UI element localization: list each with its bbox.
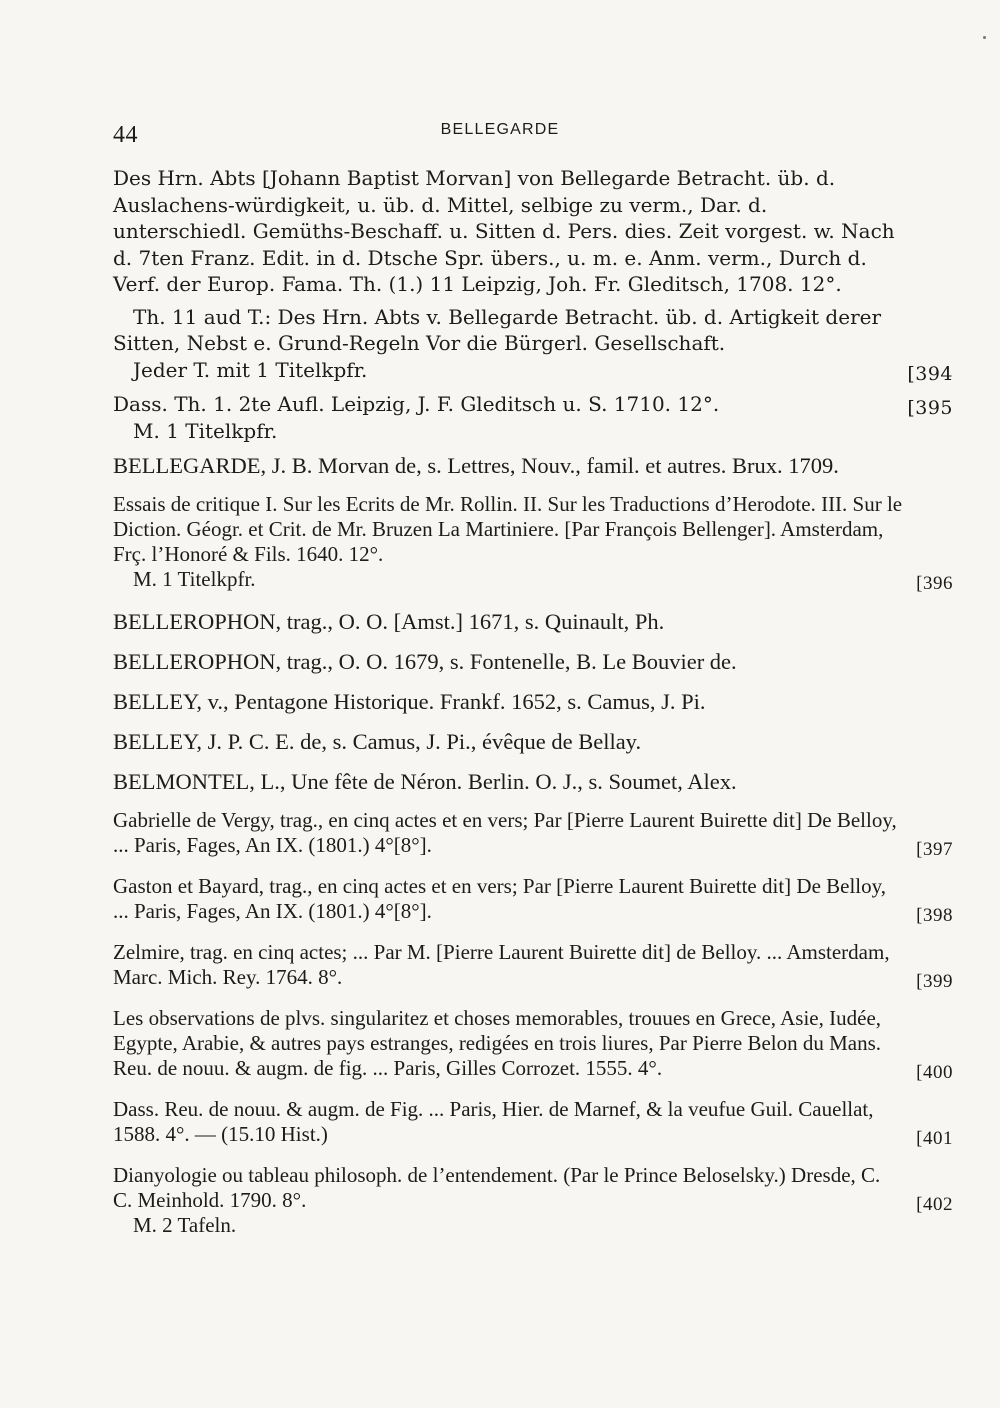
cross-reference-entry — [113, 688, 953, 716]
entry-note: M. 1 Titelkpfr. — [133, 418, 278, 443]
entry-text: Essais de critique I. Sur les Ecrits de Mr. Rollin. II. Sur les Traductions d’Herodote. III. Sur le Diction. Géogr. et Crit. de Mr. Bruzen La Martiniere. [Par François Bellenger]. Amsterdam, Frç. l’Honoré & Fils. 1640. 12°. — [113, 492, 903, 566]
entry-text: Zelmire, trag. en cinq actes; ... Par M. [Pierre Laurent Buirette dit] de Belloy. ... Amsterdam, Marc. Mich. Rey. 1764. 8°. — [113, 940, 890, 989]
entry-note: Jeder T. mit 1 Titelkpfr. — [133, 357, 368, 382]
cross-reference-entry — [113, 768, 953, 796]
entry-text: BELLEY, v., Pentagone Historique. Frankf. 1652, s. Camus, J. Pi. — [113, 689, 706, 714]
entry-text: Dass. Th. 1. 2te Aufl. Leipzig, J. F. Gleditsch u. S. 1710. 12°. — [113, 392, 720, 416]
bibliography-entry — [113, 304, 953, 384]
ink-speck — [983, 36, 986, 39]
entry-row — [113, 808, 953, 858]
entry-text: Dianyologie ou tableau philosoph. de l’entendement. (Par le Prince Beloselsky.) Dresde, C. C. Meinhold. 1790. 8°. — [113, 1163, 881, 1212]
entry-row — [113, 1163, 953, 1213]
entry-text: BELLEROPHON, trag., O. O. 1679, s. Fontenelle, B. Le Bouvier de. — [113, 649, 737, 674]
bibliography-entry — [113, 1006, 953, 1081]
entry-text: Th. 11 aud T.: Des Hrn. Abts v. Bellegarde Betracht. üb. d. Artigkeit derer Sitten, Nebst e. Grund-Regeln Vor die Bürgerl. Gesellschaft. — [113, 304, 882, 355]
entry-number: [395 — [907, 397, 953, 419]
cross-reference-entry — [113, 452, 953, 480]
entry-text: BELLEY, J. P. C. E. de, s. Camus, J. Pi., évêque de Bellay. — [113, 729, 642, 754]
entry-text: Gabrielle de Vergy, trag., en cinq actes et en vers; Par [Pierre Laurent Buirette dit] De Belloy, ... Paris, Fages, An IX. (1801.) 4°[8°]. — [113, 808, 897, 857]
entry-row — [113, 1097, 953, 1147]
cross-reference-entry — [113, 728, 953, 756]
entry-text: Des Hrn. Abts [Johann Baptist Morvan] von Bellegarde Betracht. üb. d. Auslachens-würdigkeit, u. üb. d. Mittel, selbige zu verm., Dar. d. unterschiedl. Gemüths-Beschaff. u. Sitten d. Pers. dies. Zeit vorgest. w. Nach d. 7ten Franz. Edit. in d. Dtsche Spr. übers., u. m. e. Anm. verm., Durch d. Verf. der Europ. Fama. Th. (1.) 11 Leipzig, Joh. Fr. Gleditsch, 1708. 12°. — [113, 166, 895, 296]
entry-row — [113, 874, 953, 924]
bibliography-entries — [113, 165, 953, 1254]
entry-number: [400 — [916, 1062, 953, 1083]
entry-text: Gaston et Bayard, trag., en cinq actes et en vers; Par [Pierre Laurent Buirette dit] De Belloy, ... Paris, Fages, An IX. (1801.) 4°[8°]. — [113, 874, 887, 923]
bibliography-entry — [113, 391, 953, 444]
bibliography-entry — [113, 492, 953, 592]
bibliography-entry — [113, 1163, 953, 1238]
entry-number: [397 — [916, 839, 953, 860]
entry-number: [402 — [916, 1194, 953, 1215]
entry-row — [113, 940, 953, 990]
entry-number: [396 — [916, 573, 953, 594]
entry-text: Les observations de plvs. singularitez et choses memorables, trouues en Grece, Asie, Iudée, Egypte, Arabie, & autres pays estranges, redigées en trois liures, Par Pierre Belon du Mans. Reu. de nouu. & augm. de fig. ... Paris, Gilles Corrozet. 1555. 4°. — [113, 1006, 882, 1080]
entry-note-row — [113, 567, 953, 592]
running-head: BELLEGARDE — [440, 121, 560, 138]
bibliography-entry — [113, 940, 953, 990]
bibliography-entry — [113, 808, 953, 858]
entry-number: [399 — [916, 971, 953, 992]
entry-text: BELLEGARDE, J. B. Morvan de, s. Lettres, Nouv., famil. et autres. Brux. 1709. — [113, 453, 839, 478]
cross-reference-entry — [113, 608, 953, 636]
bibliography-entry — [113, 874, 953, 924]
entry-text: BELMONTEL, L., Une fête de Néron. Berlin. O. J., s. Soumet, Alex. — [113, 769, 737, 794]
cross-reference-entry — [113, 648, 953, 676]
bibliography-entry — [113, 1097, 953, 1147]
entry-note: M. 1 Titelkpfr. — [133, 567, 256, 591]
entry-note: M. 2 Tafeln. — [133, 1213, 237, 1237]
entry-row — [113, 391, 953, 418]
entry-text: BELLEROPHON, trag., O. O. [Amst.] 1671, s. Quinault, Ph. — [113, 609, 665, 634]
entry-note-row — [113, 357, 953, 384]
entry-number: [394 — [907, 362, 953, 385]
entry-number: [398 — [916, 905, 953, 926]
entry-text: Dass. Reu. de nouu. & augm. de Fig. ... Paris, Hier. de Marnef, & la veufue Guil. Cauellat, 1588. 4°. — (15.10 Hist.) — [113, 1097, 874, 1146]
page-number: 44 — [113, 122, 138, 148]
bibliography-entry — [113, 165, 953, 298]
entry-row — [113, 1006, 953, 1081]
entry-number: [401 — [916, 1128, 953, 1149]
